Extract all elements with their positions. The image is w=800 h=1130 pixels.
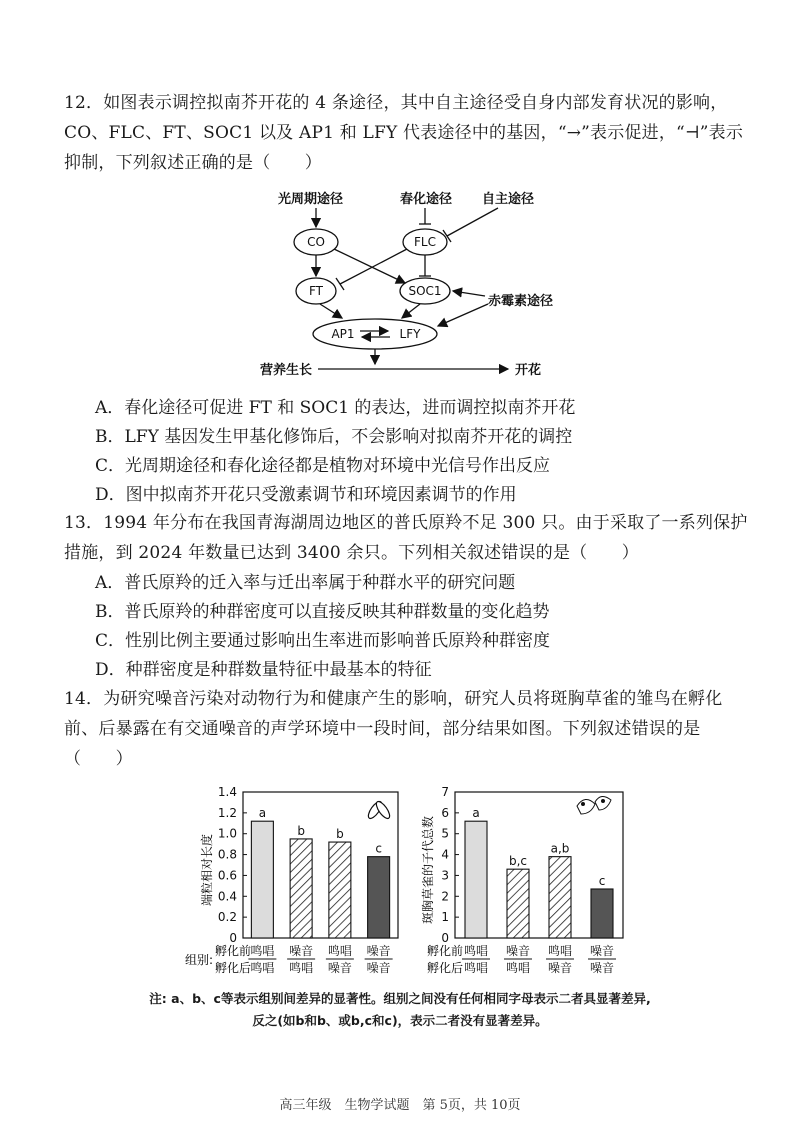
birds-icon [577,796,611,814]
group-after-label: 鸣唱 [463,961,489,975]
vernalization-label: 春化途径 [400,192,453,207]
group-before-label: 噪音 [366,944,391,958]
q12-option-c: C．光周期途径和春化途径都是植物对环境中光信号作出反应 [95,456,551,476]
bar [591,889,613,938]
group-before-label: 鸣唱 [463,944,489,958]
noise-experiment-figure [185,782,635,980]
offspring-ylabel: 斑胸草雀的子代总数 [421,815,435,925]
bar [549,857,571,938]
question-14-stem: 14．为研究噪音污染对动物行为和健康产生的影响，研究人员将斑胸草雀的雏鸟在孵化前、后暴露在有交通噪音的声学环境中一段时间，部分结果如图。下列叙述错误的是（ ） [64,689,723,769]
y-tick-label: 0.2 [217,910,237,925]
group-before-label: 噪音 [289,944,314,958]
figure-note-line-1: 注: a、b、c等表示组别间差异的显著性。组别之间没有任何相同字母表示二者具显著差异, [149,991,651,1006]
group-before-label: 鸣唱 [547,944,573,958]
group-after-label: 噪音 [327,961,352,975]
flowering-pathway-diagram [260,186,590,381]
y-tick-label: 0 [441,931,449,945]
bar [329,842,351,938]
y-tick-label: 1 [441,910,449,925]
significance-label: a,b [550,841,570,856]
group-before-label: 鸣唱 [327,944,352,958]
row-before-label: 孵化前 [215,944,252,958]
lfy-text: LFY [399,327,421,341]
significance-label: a [472,806,480,821]
q13-option-a: A．普氏原羚的迁入率与迁出率属于种群水平的研究问题 [95,573,516,593]
row-before-label-2: 孵化前 [427,944,464,958]
group-before-label: 噪音 [589,944,615,958]
gibberellin-label: 赤霉素途径 [488,294,554,309]
y-tick-label: 0.4 [217,889,237,904]
significance-label: c [375,841,382,856]
bar [290,839,312,938]
y-tick-label: 0 [229,931,237,945]
q13-option-d: D．种群密度是种群数量特征中最基本的特征 [95,660,432,680]
y-tick-label: 0.8 [217,847,237,862]
y-tick-label: 1.2 [217,805,237,820]
telomere-chart [199,785,398,945]
row-after-label: 孵化后 [215,961,252,975]
question-12-stem: 12．如图表示调控拟南芥开花的 4 条途径，其中自主途径受自身内部发育状况的影响，CO、FLC、FT、SOC1 以及 AP1 和 LFY 代表途径中的基因，“→”表示促进，“⊣”表示抑制，下列叙述正确的是（ ） [64,93,744,173]
significance-label: a [258,806,267,821]
bar [507,869,529,938]
gibberellin-to-ap1-arrow [438,304,488,326]
bar [368,857,390,938]
group-before-label: 鸣唱 [250,944,275,958]
significance-label: b [297,823,305,838]
bar [465,821,487,938]
y-tick-label: 7 [441,785,449,799]
co-to-soc1-arrow [334,249,405,283]
y-tick-label: 1.4 [217,785,237,799]
offspring-chart [420,785,623,945]
group-after-label: 噪音 [547,961,573,975]
gibberellin-to-soc1-arrow [453,291,485,296]
group-after-label: 噪音 [589,961,615,975]
soc1-to-lfy-arrow [402,304,420,318]
chromosome-icon [366,800,392,821]
flc-ft-inhibit-bar [336,278,344,290]
row-after-label-2: 孵化后 [427,961,464,975]
ft-text: FT [308,284,324,298]
significance-label: c [598,873,606,888]
y-tick-label: 2 [441,889,449,904]
flowering-label: 开花 [515,363,542,378]
q12-option-d: D．图中拟南芥开花只受激素调节和环境因素调节的作用 [95,485,517,505]
group-label: 组别: [185,953,214,967]
page-footer: 高三年级 生物学试题 第 5页，共 10页 [279,1098,521,1113]
y-tick-label: 1.0 [217,826,237,841]
q12-option-a: A．春化途径可促进 FT 和 SOC1 的表达，进而调控拟南芥开花 [95,398,576,418]
q13-option-c: C．性别比例主要通过影响出生率进而影响普氏原羚种群密度 [95,631,551,651]
vegetative-label: 营养生长 [260,363,313,378]
y-tick-label: 6 [441,805,449,820]
group-after-label: 鸣唱 [289,961,314,975]
telomere-ylabel: 端粒相对长度 [200,833,214,907]
group-after-label: 鸣唱 [250,961,275,975]
y-tick-label: 4 [441,847,449,862]
significance-label: b [336,827,344,842]
group-before-label: 噪音 [505,944,531,958]
q13-option-b: B．普氏原羚的种群密度可以直接反映其种群数量的变化趋势 [95,602,550,622]
flc-text: FLC [414,235,436,249]
ft-to-ap1-arrow [320,304,342,318]
soc1-text: SOC1 [408,284,442,298]
q12-option-b: B．LFY 基因发生甲基化修饰后，不会影响对拟南芥开花的调控 [95,427,573,447]
significance-label: b,c [508,854,528,869]
question-13-stem: 13．1994 年分布在我国青海湖周边地区的普氏原羚不足 300 只。由于采取了一系列保护措施，到 2024 年数量已达到 3400 余只。下列相关叙述错误的是（ ） [64,513,748,563]
bar [251,821,273,938]
y-tick-label: 0.6 [217,868,237,883]
figure-note-line-2: 反之(如b和b、或b,c和c)，表示二者没有显著差异。 [252,1013,548,1028]
group-after-label: 鸣唱 [505,961,531,975]
co-text: CO [307,235,325,249]
y-tick-label: 5 [441,826,449,841]
y-tick-label: 3 [441,868,449,883]
autonomous-label: 自主途径 [482,192,535,207]
photoperiod-label: 光周期途径 [278,192,344,207]
group-after-label: 噪音 [366,961,391,975]
autonomous-inhibits-flc [447,208,498,236]
ap1-text: AP1 [331,327,355,341]
